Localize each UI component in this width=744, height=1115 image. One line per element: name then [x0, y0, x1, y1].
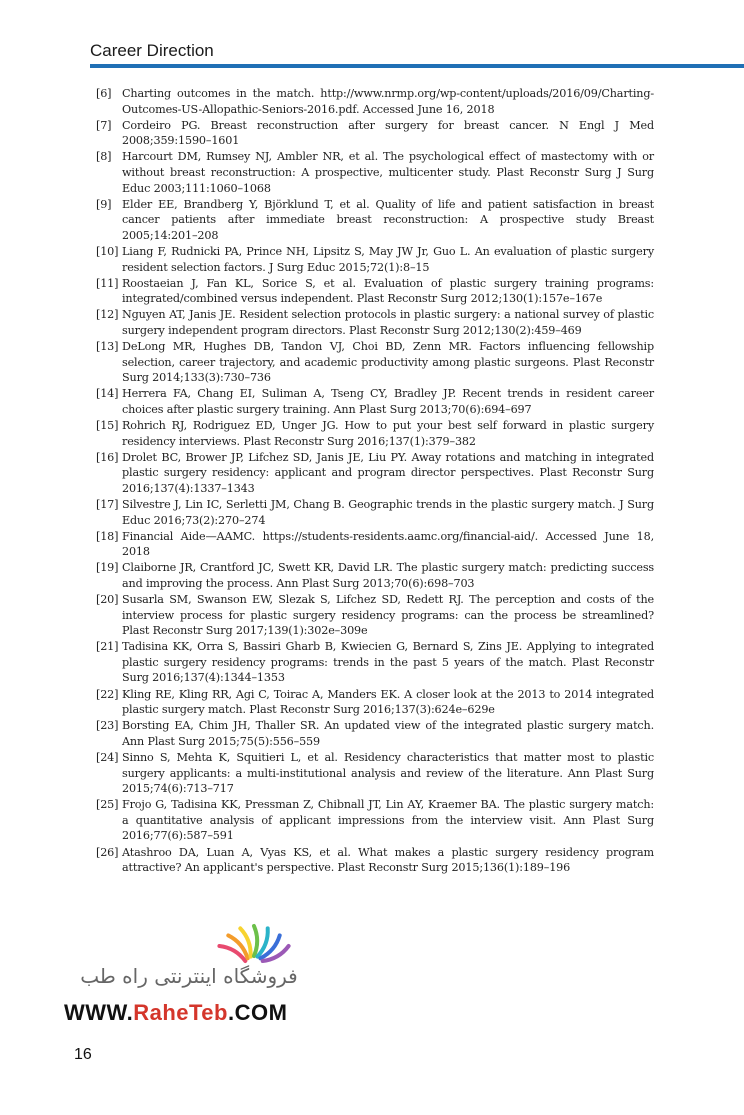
header-rule — [90, 64, 744, 68]
reference-number: [19] — [96, 561, 119, 575]
reference-text: Charting outcomes in the match. http://www.nrmp.org/wp-content/uploads/2016/09/Charting-Outcomes-US-Allopathic-Seniors-2016.pdf. Accessed June 16, 2018 — [122, 87, 654, 116]
reference-text: Atashroo DA, Luan A, Vyas KS, et al. What makes a plastic surgery residency program attractive? An applicant's perspective. Plast Reconstr Surg 2015;136(1):189–196 — [122, 845, 654, 875]
reference-text: Frojo G, Tadisina KK, Pressman Z, Chibnall JT, Lin AY, Kraemer BA. The plastic surgery match: a quantitative analysis of applicant impressions from the interview visit. Ann Plast Surg 2016;77(6):587–591 — [122, 798, 654, 843]
reference-item — [90, 687, 654, 718]
reference-item — [90, 750, 654, 797]
watermark-url — [64, 1000, 314, 1026]
reference-text: Herrera FA, Chang EI, Suliman A, Tseng CY, Bradley JP. Recent trends in resident career choices after plastic surgery training. Ann Plast Surg 2013;70(6):694–697 — [122, 387, 654, 416]
reference-item — [90, 276, 654, 307]
reference-number: [13] — [96, 340, 119, 353]
book-fan-icon — [214, 922, 294, 968]
reference-text: Borsting EA, Chim JH, Thaller SR. An updated view of the integrated plastic surgery match. Ann Plast Surg 2015;75(5):556–559 — [122, 719, 654, 748]
reference-item — [90, 418, 654, 449]
reference-text: Financial Aide—AAMC. https://students-residents.aamc.org/financial-aid/. Accessed June 18, 2018 — [122, 529, 654, 559]
reference-item — [90, 639, 654, 686]
reference-number: [24] — [96, 750, 119, 764]
reference-number: [23] — [96, 719, 119, 733]
reference-item — [90, 118, 654, 149]
reference-text: Silvestre J, Lin IC, Serletti JM, Chang B. Geographic trends in the plastic surgery match. J Surg Educ 2016;73(2):270–274 — [122, 497, 654, 527]
reference-text: Elder EE, Brandberg Y, Björklund T, et al. Quality of life and patient satisfaction in breast cancer patients after immediate breast reconstruction: A prospective study Breast 2005;14:201–208 — [122, 197, 654, 242]
reference-number: [18] — [96, 529, 119, 543]
reference-number: [21] — [96, 640, 119, 654]
reference-item — [90, 529, 654, 560]
reference-number: [17] — [96, 497, 119, 511]
reference-item — [90, 592, 654, 639]
reference-number: [7] — [96, 118, 112, 132]
reference-number: [26] — [96, 845, 119, 859]
reference-text: Sinno S, Mehta K, Squitieri L, et al. Residency characteristics that matter most to plastic surgery applicants: a multi-institutional analysis and review of the literature. Ann Plast Surg 2015;74(6):713–717 — [122, 750, 654, 796]
reference-item — [90, 386, 654, 417]
reference-item — [90, 197, 654, 244]
reference-item — [90, 797, 654, 844]
reference-number: [10] — [96, 244, 119, 258]
watermark-url-suffix: .COM — [227, 1000, 288, 1025]
reference-item — [90, 845, 654, 876]
reference-number: [6] — [96, 87, 112, 100]
reference-text: Harcourt DM, Rumsey NJ, Ambler NR, et al. The psychological effect of mastectomy with or without breast reconstruction: A prospective, multicenter study. Plast Reconstr Surg J Surg Educ 2003;111:1060–1068 — [122, 150, 654, 195]
reference-number: [25] — [96, 798, 119, 812]
reference-text: DeLong MR, Hughes DB, Tandon VJ, Choi BD, Zenn MR. Factors influencing fellowship selection, career trajectory, and academic productivity among plastic surgeons. Plast Reconstr Surg 2014;133(3):730–736 — [122, 340, 654, 385]
reference-text: Kling RE, Kling RR, Agi C, Toirac A, Manders EK. A closer look at the 2013 to 2014 integrated plastic surgery match. Plast Reconstr Surg 2016;137(3):624e–629e — [122, 687, 654, 717]
reference-number: [22] — [96, 687, 119, 701]
reference-text: Cordeiro PG. Breast reconstruction after surgery for breast cancer. N Engl J Med 2008;359:1590–1601 — [122, 118, 654, 148]
watermark-url-prefix: WWW. — [64, 1000, 134, 1025]
reference-item — [90, 339, 654, 386]
reference-text: Tadisina KK, Orra S, Bassiri Gharb B, Kwiecien G, Bernard S, Zins JE. Applying to integrated plastic surgery residency programs: trends in the past 5 years of the match. Plast Reconstr Surg 2016;137(4):1344–1353 — [122, 640, 654, 685]
reference-number: [8] — [96, 150, 112, 164]
reference-item — [90, 307, 654, 338]
reference-item — [90, 244, 654, 275]
reference-item — [90, 149, 654, 196]
reference-number: [15] — [96, 418, 119, 432]
reference-item — [90, 86, 654, 117]
raheteb-watermark-logo — [64, 922, 314, 1032]
reference-text: Rohrich RJ, Rodriguez ED, Unger JG. How to put your best self forward in plastic surgery residency interviews. Plast Reconstr Surg 2016;137(1):379–382 — [122, 418, 654, 448]
running-header: Career Direction — [90, 41, 214, 60]
reference-number: [20] — [96, 593, 119, 606]
reference-text: Claiborne JR, Crantford JC, Swett KR, David LR. The plastic surgery match: predicting success and improving the process. Ann Plast Surg 2013;70(6):698–703 — [122, 561, 654, 590]
reference-number: [16] — [96, 450, 119, 464]
watermark-persian-text: فروشگاه اینترنتی راه طب — [80, 964, 298, 988]
reference-number: [11] — [96, 276, 119, 290]
page-number: 16 — [74, 1046, 92, 1063]
reference-item — [90, 560, 654, 591]
reference-text: Drolet BC, Brower JP, Lifchez SD, Janis JE, Liu PY. Away rotations and matching in integrated plastic surgery residency: applicant and program director perspectives. Plast Reconstr Surg 2016;137(4):1337–1343 — [122, 450, 654, 495]
reference-list — [90, 86, 654, 876]
fan-page-stroke — [254, 926, 257, 956]
reference-item — [90, 718, 654, 749]
reference-text: Nguyen AT, Janis JE. Resident selection protocols in plastic surgery: a national survey of plastic surgery independent program directors. Plast Reconstr Surg 2012;130(2):459–469 — [122, 308, 654, 337]
reference-text: Susarla SM, Swanson EW, Slezak S, Lifchez SD, Redett RJ. The perception and costs of the interview process for plastic surgery residency programs: can the process be streamlined? Plast Reconstr Surg 2017;139(1):302e–309e — [122, 593, 654, 638]
reference-item — [90, 450, 654, 497]
reference-text: Liang F, Rudnicki PA, Prince NH, Lipsitz S, May JW Jr, Guo L. An evaluation of plastic surgery resident selection factors. J Surg Educ 2015;72(1):8–15 — [122, 244, 654, 274]
reference-text: Roostaeian J, Fan KL, Sorice S, et al. Evaluation of plastic surgery training programs: integrated/combined versus independent. Plast Reconstr Surg 2012;130(1):157e–167e — [122, 276, 654, 306]
reference-number: [9] — [96, 197, 112, 211]
watermark-url-brand: RaheTeb — [133, 1000, 228, 1025]
reference-number: [12] — [96, 308, 119, 322]
reference-item — [90, 497, 654, 528]
reference-number: [14] — [96, 387, 119, 401]
